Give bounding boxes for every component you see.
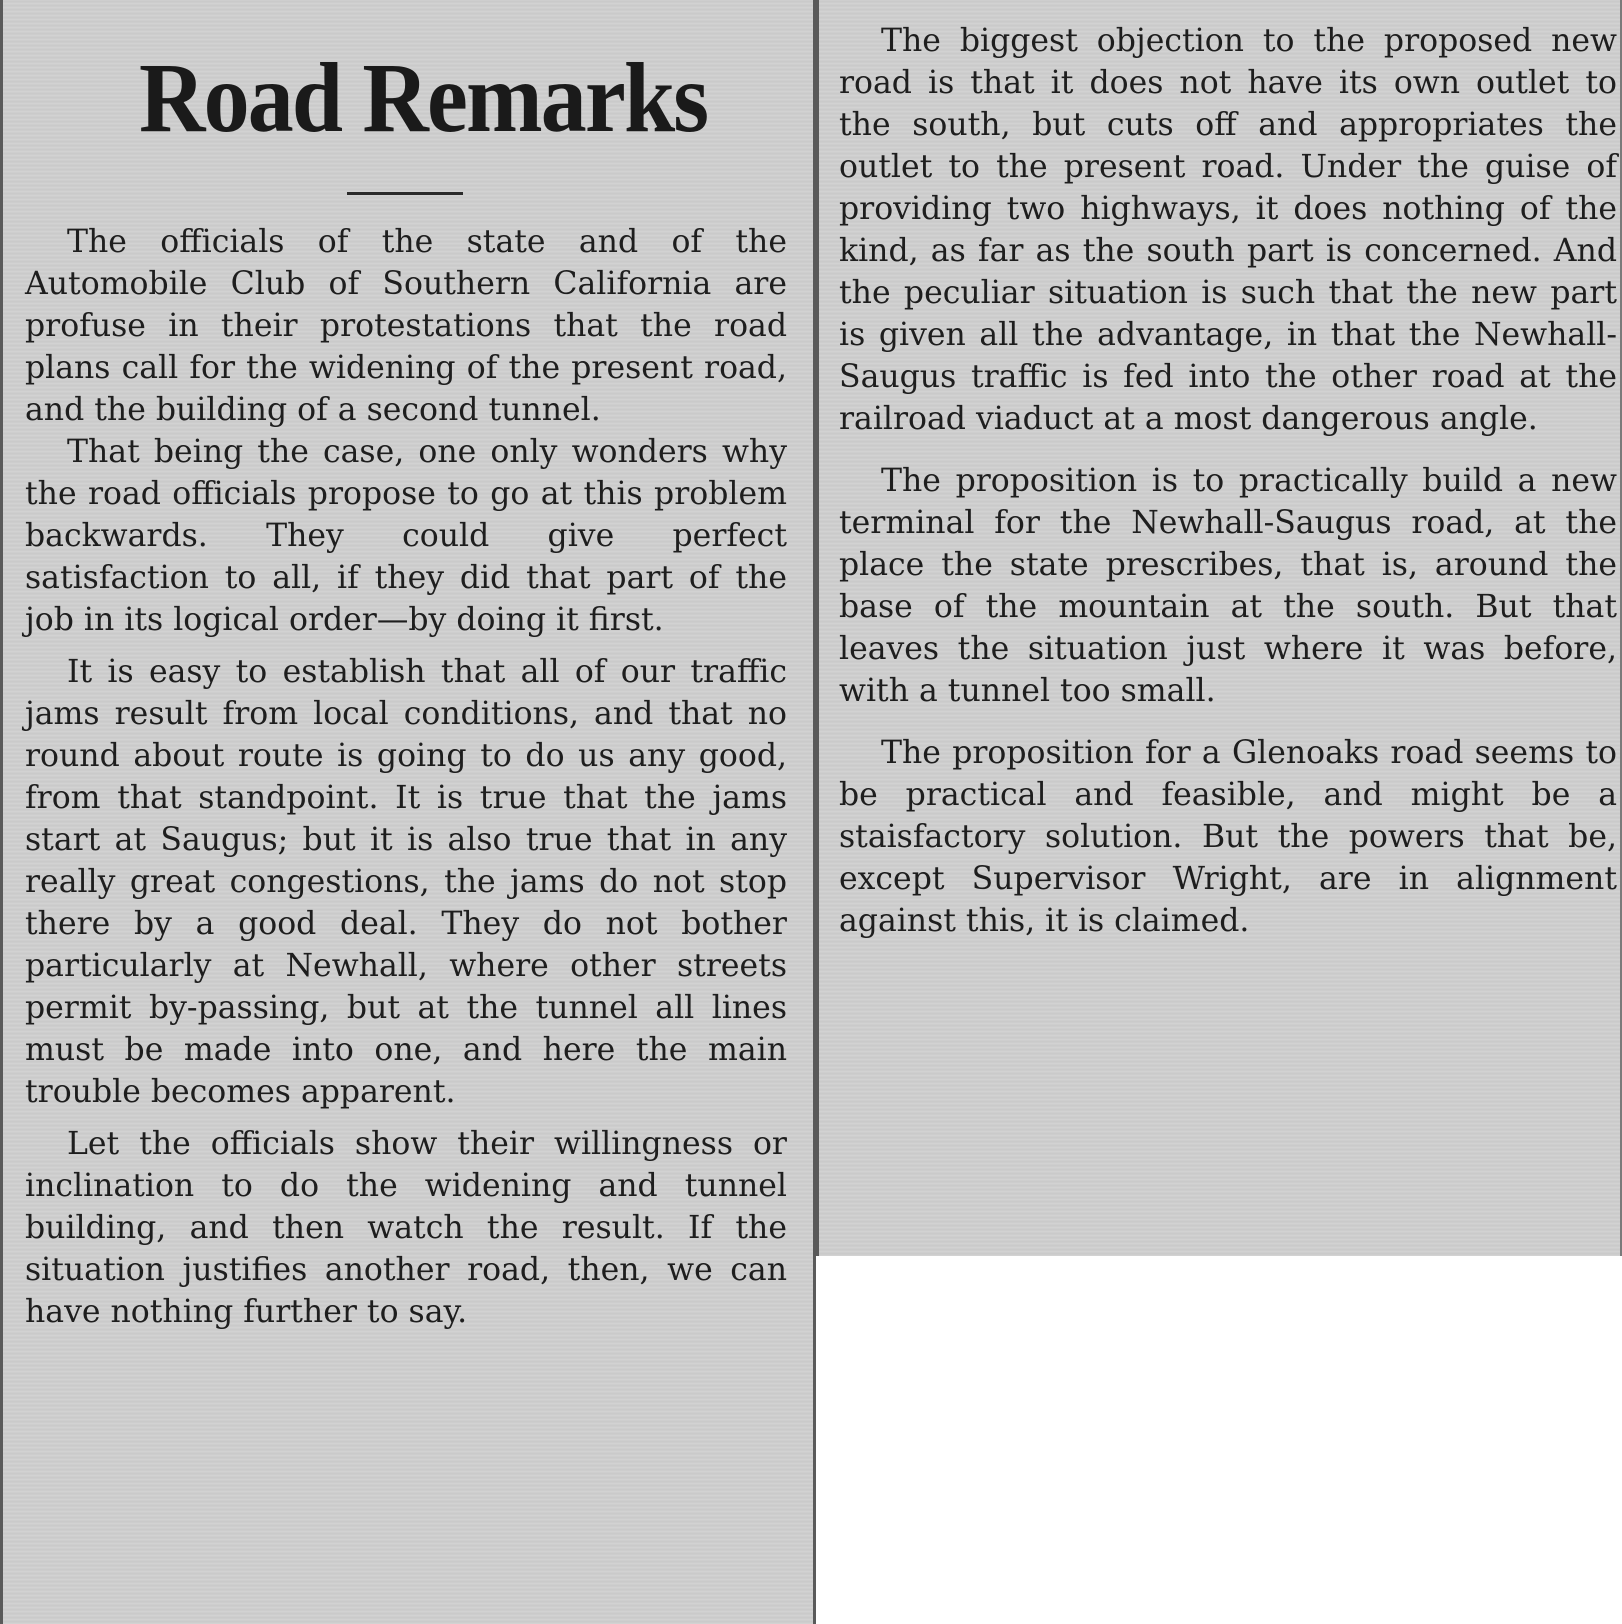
left-paragraph-4: Let the officials show their willingness or inclination to do the widening and tunnel building, and then watch the result. If the situation justifies another road, then, we can have nothing further to say. <box>25 1126 787 1330</box>
left-paragraph-3: It is easy to establish that all of our traffic jams result from local conditions, and that no round about route is going to do us any good, from that standpoint. It is true that the jams start at Saugus; but it is also true that in any really great congestions, the jams do not stop there by a good deal. They do not bother particularly at Newhall, where other streets permit by-passing, but at the tunnel all lines must be made into one, and here the main trouble becomes apparent. <box>25 654 787 1110</box>
right-paragraph-2: The proposition is to practically build a new terminal for the Newhall-Saugus road, at the place the state prescribes, that is, around the base of the mountain at the south. But that leaves the situation just where it was before, with a tunnel too small. <box>839 463 1617 709</box>
left-paragraph-2: That being the case, one only wonders why the road officials propose to go at this problem backwards. They could give perfect satisfaction to all, if they did that part of the job in its logical order—by doing it first. <box>25 434 787 638</box>
headline: Road Remarks <box>139 42 708 153</box>
headline-divider <box>347 192 463 195</box>
right-paragraph-3: The proposition for a Glenoaks road seems to be practical and feasible, and might be a staisfactory solution. But the powers that be, except Supervisor Wright, are in alignment against this, it is claimed. <box>839 735 1617 939</box>
right-paragraph-1: The biggest objection to the proposed new road is that it does not have its own outlet to the south, but cuts off and appropriates the outlet to the present road. Under the guise of providing two highways, it does nothing of the kind, as far as the south part is concerned. And the peculiar situation is such that the new part is given all the advantage, in that the Newhall-Saugus traffic is fed into the other road at the railroad viaduct at a most dangerous angle. <box>839 23 1617 437</box>
left-paragraph-1: The officials of the state and of the Automobile Club of Southern California are profuse in their protestations that the road plans call for the widening of the present road, and the building of a second tunnel. <box>25 224 787 428</box>
right-column <box>816 0 1622 1256</box>
